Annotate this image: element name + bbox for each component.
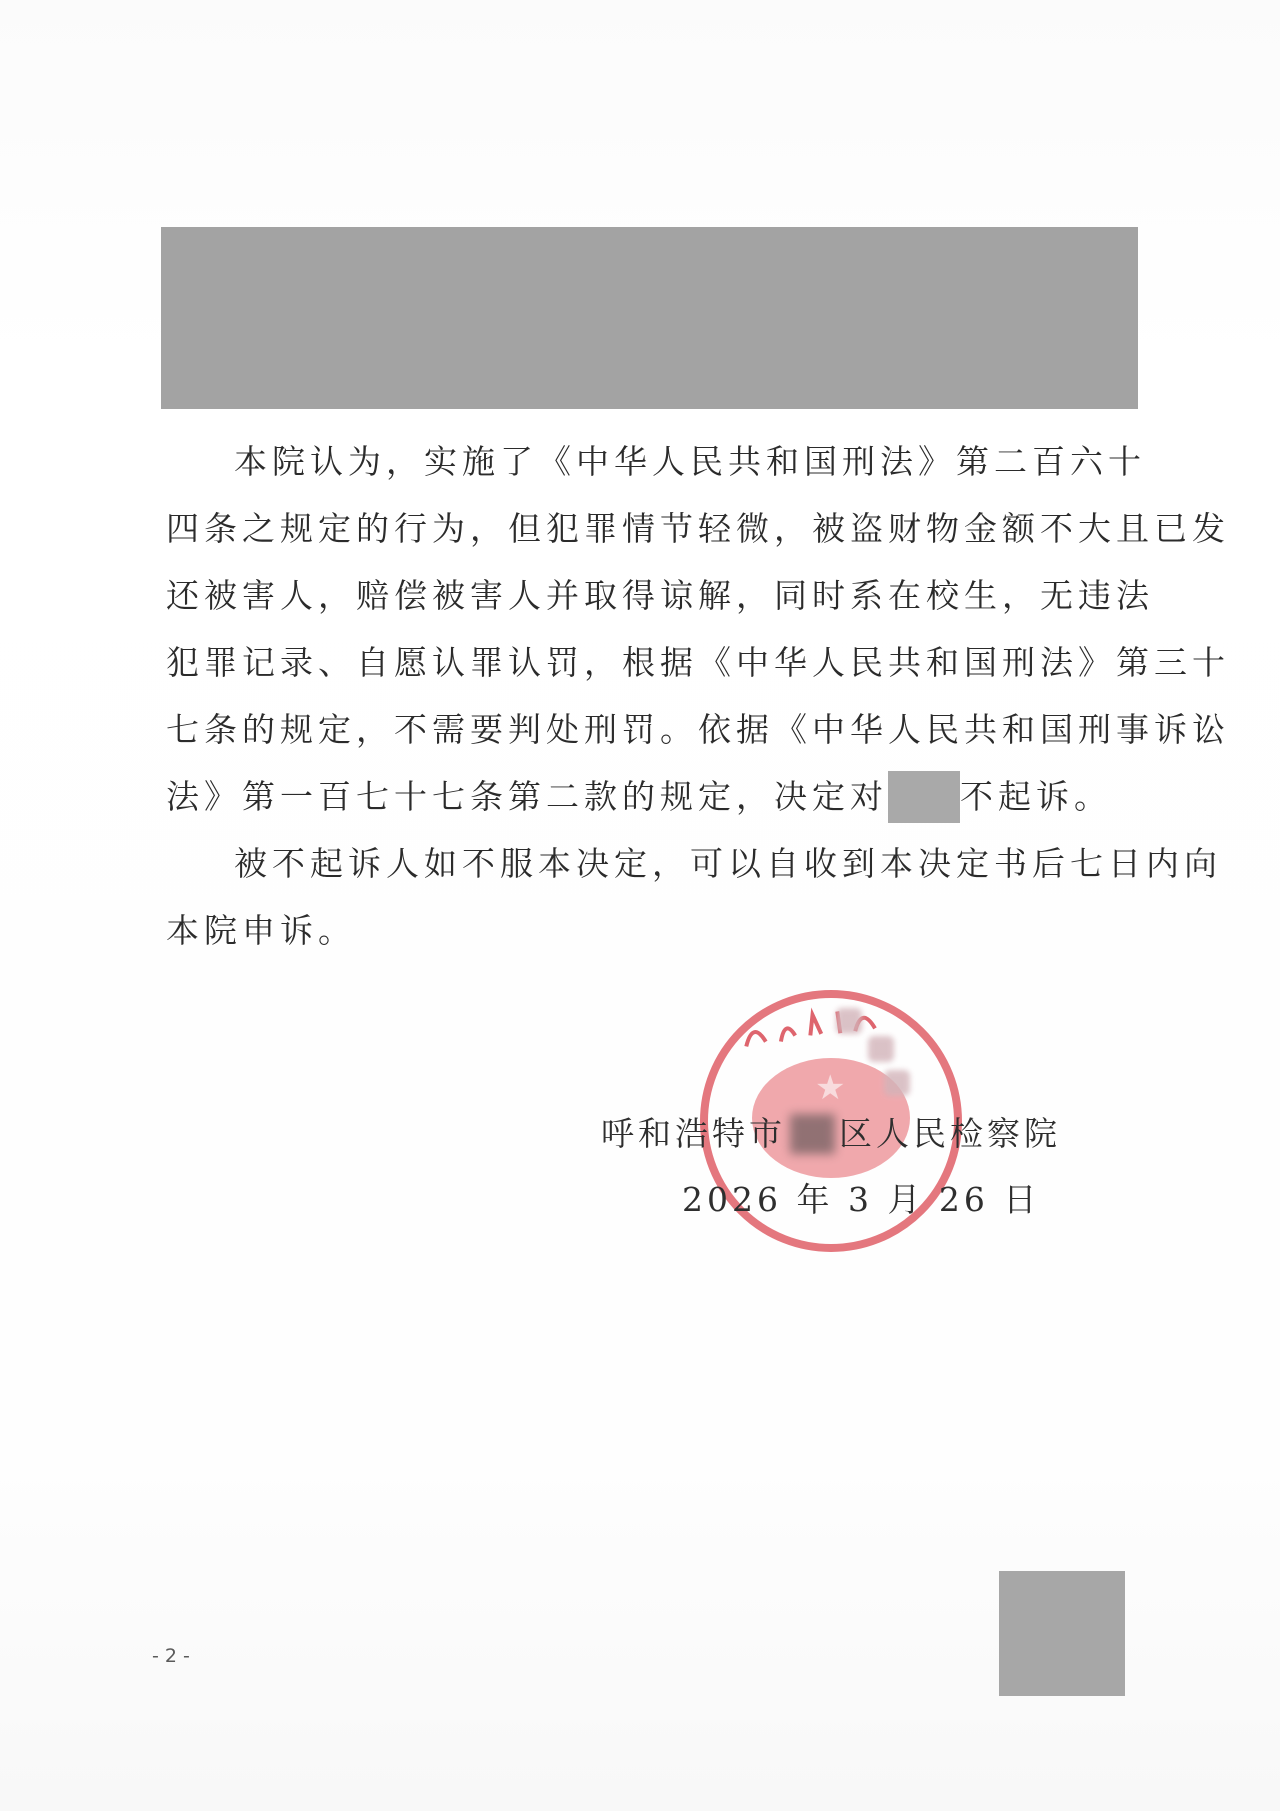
- text-segment: 本院认为，: [234, 442, 424, 481]
- issue-date: [601, 1167, 1061, 1233]
- redaction-block-header: [161, 227, 1138, 409]
- text-segment: 不起诉。: [960, 777, 1112, 816]
- seal-blur-mark: [836, 1008, 862, 1034]
- paragraph-1-line-3: [166, 562, 1154, 629]
- paragraph-1-line-5: [166, 696, 1230, 763]
- redaction-district: [790, 1114, 835, 1154]
- seal-blur-mark: [884, 1070, 910, 1096]
- date-text: 2026 年 3 月 26 日: [682, 1180, 1041, 1219]
- decision-body: [166, 428, 1230, 964]
- paragraph-2-line-2: [166, 897, 1132, 964]
- seal-mongolian-script-icon: [732, 990, 936, 1057]
- paragraph-1-line-6: [166, 763, 1132, 830]
- text-segment: 本院申诉。: [166, 911, 356, 950]
- text-segment: 四条之规定的行为，但犯罪情节轻微，被盗财物金额不大且已发: [166, 509, 1230, 548]
- redaction-block-footer: [999, 1571, 1125, 1696]
- organization-suffix: 区人民检察院: [839, 1114, 1061, 1153]
- redaction-name: [888, 771, 960, 823]
- national-emblem-icon: ★: [815, 1068, 846, 1108]
- paragraph-2-line-1: [166, 830, 1222, 897]
- paragraph-1-line-2: [166, 495, 1230, 562]
- signature-block: [601, 1101, 1061, 1233]
- text-segment: 七条的规定，不需要判处刑罚。依据《中华人民共和国刑事诉讼: [166, 710, 1230, 749]
- organization-prefix: 呼和浩特市: [601, 1114, 786, 1153]
- text-segment: 犯罪记录、自愿认罪认罚，根据《中华人民共和国刑法》第三十: [166, 643, 1230, 682]
- text-segment: 还被害人，赔偿被害人并取得谅解，同时: [166, 576, 850, 615]
- text-segment: 被不起诉人如不服本决定，可以自收到本决定书后七日内向: [234, 844, 1222, 883]
- seal-blur-mark: [868, 1036, 894, 1062]
- page-number: - 2 -: [152, 1645, 190, 1667]
- text-segment: 系在校生，无违法: [850, 576, 1154, 615]
- text-segment: 实施了《中华人民共和国刑法》第二百六十: [424, 442, 1146, 481]
- issuing-organization: [601, 1101, 1061, 1167]
- paragraph-1-line-4: [166, 629, 1230, 696]
- paragraph-1-line-1: [166, 428, 1146, 495]
- text-segment: 法》第一百七十七条第二款的规定，决定对: [166, 777, 888, 816]
